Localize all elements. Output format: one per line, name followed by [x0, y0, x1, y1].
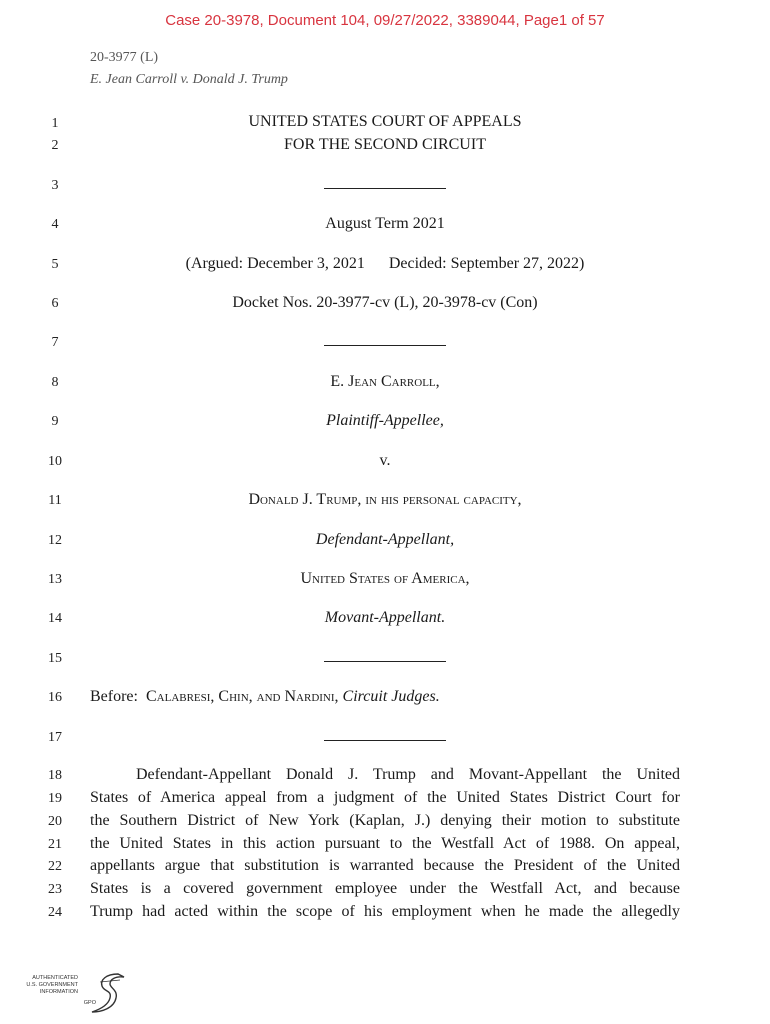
- separator-rule: [90, 333, 680, 351]
- line-number: 3: [51, 178, 59, 193]
- line-number: 11: [48, 493, 62, 508]
- argued-decided: [90, 255, 680, 273]
- line-number: 15: [48, 651, 62, 666]
- line-number: 6: [51, 296, 59, 311]
- body-line: appellants argue that substitution is warranted because the President of the United: [90, 857, 680, 874]
- body-line: Defendant-Appellant Donald J. Trump and Movant-Appellant the United: [136, 766, 680, 783]
- circuit-name: FOR THE SECOND CIRCUIT: [284, 136, 486, 153]
- case-caption: [90, 47, 288, 91]
- filing-stamp: Case 20-3978, Document 104, 09/27/2022, 3389044, Page1 of 57: [165, 12, 605, 29]
- line-number: 2: [51, 138, 59, 153]
- line-number: 10: [48, 454, 62, 469]
- body-line: Trump had acted within the scope of his employment when he made the allegedly: [90, 903, 680, 920]
- docket-short: 20-3977 (L): [90, 50, 159, 65]
- line-number: 19: [48, 791, 62, 806]
- defendant-name: Donald J. Trump, in his personal capacity,: [248, 491, 522, 508]
- gpo-authenticated-logo: [26, 972, 130, 1014]
- separator-rule: [90, 649, 680, 667]
- line-number: 1: [51, 116, 59, 131]
- judges-names: Calabresi, Chin, and Nardini,: [145, 688, 339, 705]
- line-number: 21: [48, 837, 62, 852]
- line-number: 5: [51, 257, 59, 272]
- line-number: 9: [51, 414, 59, 429]
- logo-line-3: INFORMATION: [39, 989, 78, 995]
- line-number: 24: [48, 905, 62, 920]
- versus: v.: [379, 452, 391, 469]
- line-number: 7: [51, 335, 59, 350]
- argued-date: (Argued: December 3, 2021: [185, 255, 365, 272]
- plaintiff-name: E. Jean Carroll,: [330, 373, 440, 390]
- plaintiff-role: Plaintiff-Appellee,: [326, 412, 444, 429]
- movant-role: Movant-Appellant.: [324, 609, 446, 626]
- line-number: 8: [51, 375, 59, 390]
- logo-line-2: U.S. GOVERNMENT: [26, 982, 78, 988]
- line-number: 13: [48, 572, 62, 587]
- body-line: States is a covered government employee under the Westfall Act, and because: [90, 880, 680, 897]
- line-number: 17: [48, 730, 62, 745]
- logo-line-4: GPO: [83, 1000, 96, 1006]
- before-label: Before:: [90, 688, 138, 705]
- body-line: the Southern District of New York (Kaplan, J.) denying their motion to substitute: [90, 812, 680, 829]
- movant-name: United States of America,: [300, 570, 470, 587]
- line-number: 20: [48, 814, 62, 829]
- decided-date: Decided: September 27, 2022): [388, 255, 585, 272]
- body-line: the United States in this action pursuant to the Westfall Act of 1988. On appeal,: [90, 835, 680, 852]
- line-number: 18: [48, 768, 62, 783]
- line-number: 16: [48, 690, 62, 705]
- body-line: States of America appeal from a judgment of the United States District Court for: [90, 789, 680, 806]
- line-number: 12: [48, 533, 62, 548]
- line-number: 22: [48, 859, 62, 874]
- panel-line: [90, 688, 680, 706]
- separator-rule: [90, 176, 680, 194]
- court-name: UNITED STATES COURT OF APPEALS: [248, 113, 522, 130]
- judges-title: Circuit Judges.: [342, 688, 440, 705]
- line-number: 4: [51, 217, 59, 232]
- defendant-role: Defendant-Appellant,: [315, 531, 455, 548]
- separator-rule: [90, 728, 680, 746]
- term: August Term 2021: [325, 215, 445, 232]
- case-short-name: E. Jean Carroll v. Donald J. Trump: [90, 72, 288, 87]
- line-number: 14: [48, 611, 62, 626]
- line-number: 23: [48, 882, 62, 897]
- docket-numbers: Docket Nos. 20-3977-cv (L), 20-3978-cv (Con): [232, 294, 538, 311]
- logo-line-1: AUTHENTICATED: [32, 975, 78, 981]
